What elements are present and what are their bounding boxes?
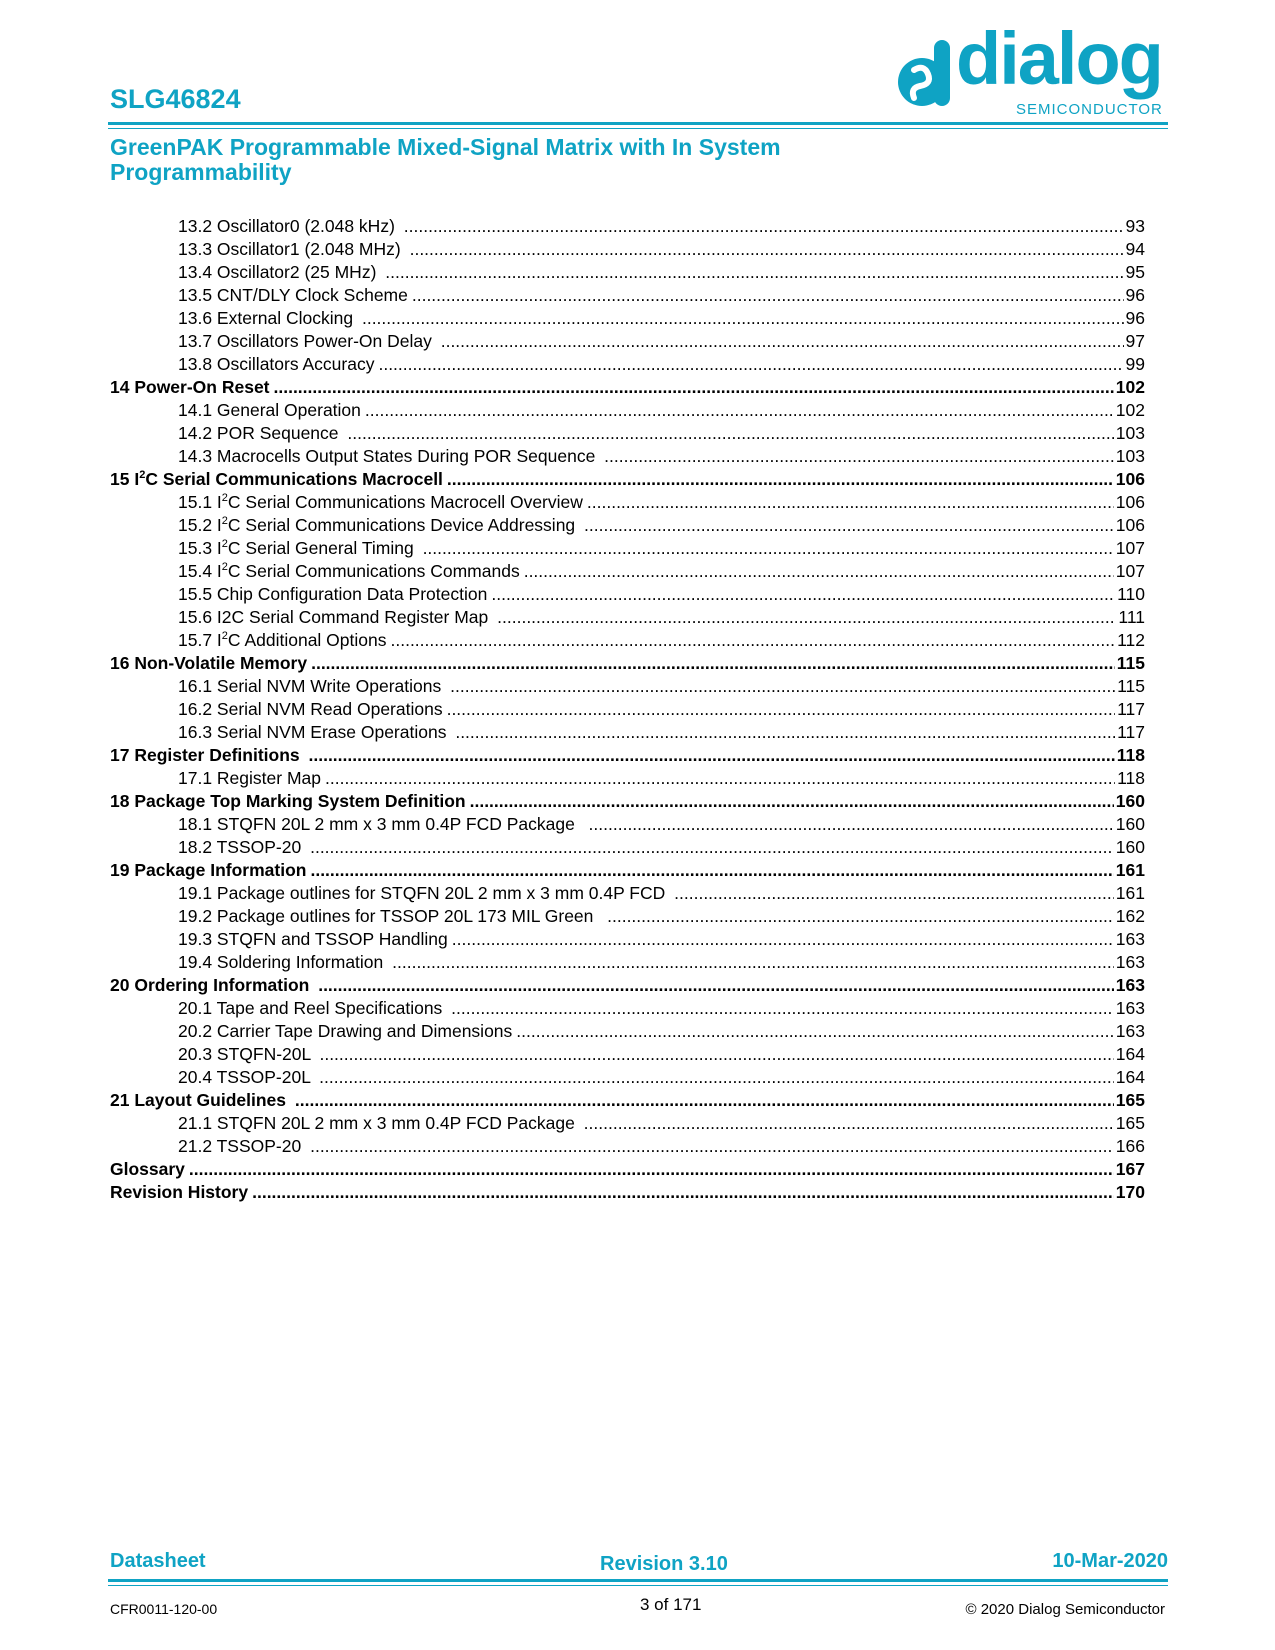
- toc-entry-page: 112: [1117, 630, 1145, 650]
- toc-entry-title: [178, 721, 451, 744]
- toc-entry-title-text: 21 Layout Guidelines: [110, 1090, 291, 1110]
- toc-dot-leader: [423, 537, 1114, 560]
- toc-entry-title: [178, 928, 448, 951]
- header-rule-thick: [108, 122, 1168, 125]
- toc-entry[interactable]: [110, 744, 1145, 767]
- toc-entry-page: 166: [1115, 1136, 1145, 1156]
- footer-revision: Revision 3.10: [600, 1553, 728, 1575]
- toc-entry-page: 118: [1117, 768, 1145, 788]
- toc-entry[interactable]: [110, 537, 1145, 560]
- toc-entry[interactable]: [110, 1135, 1145, 1158]
- toc-dot-leader: [450, 675, 1115, 698]
- toc-entry-title: [178, 629, 387, 652]
- toc-entry-title-text: 14.2 POR Sequence: [178, 423, 344, 443]
- toc-entry-title: [110, 1158, 185, 1181]
- toc-entry-title-text: 16 Non-Volatile Memory: [110, 653, 308, 673]
- toc-dot-leader: [295, 1089, 1114, 1112]
- toc-entry[interactable]: [110, 836, 1145, 859]
- toc-entry-page: 97: [1125, 331, 1145, 351]
- toc-entry-page: 94: [1125, 239, 1145, 259]
- toc-entry-page: 103: [1115, 423, 1145, 443]
- toc-dot-leader: [392, 951, 1114, 974]
- dialog-logo-wordmark: dialog: [956, 17, 1162, 100]
- toc-entry[interactable]: [110, 1158, 1145, 1181]
- table-of-contents: [110, 215, 1145, 1204]
- toc-entry-title: [178, 905, 603, 928]
- toc-entry-title: [178, 330, 437, 353]
- toc-dot-leader: [604, 445, 1114, 468]
- toc-entry[interactable]: [110, 859, 1145, 882]
- toc-entry-title-text: C Serial Communications Commands: [227, 561, 520, 581]
- toc-entry[interactable]: [110, 928, 1145, 951]
- toc-dot-leader: [252, 1181, 1114, 1204]
- toc-entry-title-text: 19.3 STQFN and TSSOP Handling: [178, 929, 448, 949]
- toc-dot-leader: [584, 1112, 1114, 1135]
- toc-entry-superscript: 2: [221, 630, 228, 643]
- toc-entry-page: 160: [1115, 814, 1145, 834]
- toc-entry-title: [110, 652, 307, 675]
- toc-entry-title-text: 13.4 Oscillator2 (25 MHz): [178, 262, 382, 282]
- dialog-logo: [896, 17, 1176, 122]
- part-number: SLG46824: [110, 84, 241, 114]
- toc-entry[interactable]: [110, 767, 1145, 790]
- toc-entry-page: 163: [1115, 929, 1145, 949]
- toc-dot-leader: [378, 353, 1123, 376]
- toc-entry-title-text: 19 Package Information: [110, 860, 307, 880]
- toc-entry-page: 96: [1125, 308, 1145, 328]
- toc-entry-page: 106: [1115, 492, 1145, 512]
- toc-dot-leader: [452, 928, 1114, 951]
- toc-entry-page: 115: [1117, 676, 1145, 696]
- toc-entry[interactable]: [110, 422, 1145, 445]
- toc-entry-title: [178, 583, 487, 606]
- toc-entry-title: [178, 767, 321, 790]
- toc-entry-page: 161: [1115, 860, 1145, 880]
- toc-entry[interactable]: [110, 307, 1145, 330]
- toc-entry-title-text: 15.7 I: [178, 630, 222, 650]
- toc-entry[interactable]: [110, 353, 1145, 376]
- toc-entry-title-text: 15.1 I: [178, 492, 222, 512]
- toc-entry-page: 107: [1115, 561, 1145, 581]
- toc-entry-title: [178, 560, 520, 583]
- toc-entry-title: [178, 675, 446, 698]
- toc-entry[interactable]: [110, 905, 1145, 928]
- toc-entry-title: [110, 859, 306, 882]
- toc-entry[interactable]: [110, 652, 1145, 675]
- toc-entry-page: 106: [1115, 515, 1145, 535]
- toc-entry-title: [178, 491, 583, 514]
- toc-dot-leader: [410, 238, 1124, 261]
- toc-entry-title: [178, 514, 580, 537]
- toc-entry-title-text: 20 Ordering Information: [110, 975, 315, 995]
- toc-dot-leader: [309, 744, 1115, 767]
- toc-entry[interactable]: [110, 1112, 1145, 1135]
- toc-dot-leader: [310, 1135, 1114, 1158]
- toc-entry-page: 110: [1117, 584, 1145, 604]
- toc-entry-superscript: 2: [221, 538, 228, 551]
- footer-rule-thin: [108, 1585, 1168, 1586]
- toc-entry-page: 163: [1115, 952, 1145, 972]
- toc-entry-title-text: 18.1 STQFN 20L 2 mm x 3 mm 0.4P FCD Package: [178, 814, 585, 834]
- toc-entry[interactable]: [110, 330, 1145, 353]
- toc-entry-title: [178, 1020, 512, 1043]
- toc-entry-title: [178, 698, 443, 721]
- toc-dot-leader: [587, 491, 1114, 514]
- toc-entry-title-text: 21.2 TSSOP-20: [178, 1136, 307, 1156]
- toc-entry-page: 95: [1125, 262, 1145, 282]
- toc-entry-page: 160: [1115, 837, 1145, 857]
- toc-entry-page: 163: [1115, 975, 1145, 995]
- toc-entry-title-text: C Serial Communications Macrocell: [145, 469, 443, 489]
- toc-entry-title-text: 16.1 Serial NVM Write Operations: [178, 676, 447, 696]
- toc-entry-title: [178, 951, 388, 974]
- toc-entry-page: 117: [1117, 699, 1145, 719]
- toc-entry-title: [178, 238, 406, 261]
- footer-rule-thick: [108, 1579, 1168, 1582]
- toc-entry-page: 102: [1115, 377, 1145, 397]
- toc-entry-title-text: 20.2 Carrier Tape Drawing and Dimensions: [178, 1021, 513, 1041]
- toc-entry-title-text: 14.1 General Operation: [178, 400, 361, 420]
- toc-entry-title: [178, 813, 585, 836]
- toc-entry[interactable]: [110, 606, 1145, 629]
- toc-entry-title: [178, 997, 447, 1020]
- toc-dot-leader: [362, 307, 1124, 330]
- toc-entry[interactable]: [110, 491, 1145, 514]
- toc-entry-title-text: 15.6 I2C Serial Command Register Map: [178, 607, 494, 627]
- toc-dot-leader: [385, 261, 1123, 284]
- toc-entry-title: [178, 399, 361, 422]
- toc-entry-page: 162: [1115, 906, 1145, 926]
- toc-entry[interactable]: [110, 583, 1145, 606]
- toc-entry-title: [178, 537, 419, 560]
- toc-entry-title: [178, 445, 600, 468]
- toc-dot-leader: [584, 514, 1114, 537]
- toc-dot-leader: [470, 790, 1114, 813]
- toc-dot-leader: [441, 330, 1124, 353]
- footer-date: 10-Mar-2020: [1052, 1550, 1168, 1572]
- toc-entry-title: [178, 307, 358, 330]
- toc-entry-superscript: 2: [221, 515, 228, 528]
- toc-dot-leader: [319, 1043, 1113, 1066]
- toc-dot-leader: [310, 836, 1114, 859]
- toc-entry[interactable]: [110, 445, 1145, 468]
- toc-entry-title: [178, 284, 408, 307]
- toc-entry-page: 107: [1115, 538, 1145, 558]
- toc-entry-title: [178, 882, 670, 905]
- footer-page-number: 3 of 171: [640, 1595, 702, 1614]
- document-subtitle-line1: GreenPAK Programmable Mixed-Signal Matrix with In System: [110, 134, 781, 160]
- toc-dot-leader: [404, 215, 1124, 238]
- toc-entry-title-text: C Serial Communications Macrocell Overview: [227, 492, 583, 512]
- toc-entry-title: [178, 422, 343, 445]
- toc-dot-leader: [274, 376, 1114, 399]
- toc-entry-superscript: 2: [221, 492, 228, 505]
- toc-entry[interactable]: [110, 514, 1145, 537]
- toc-entry-title: [110, 1181, 248, 1204]
- toc-entry[interactable]: [110, 997, 1145, 1020]
- toc-entry-title-text: 15.2 I: [178, 515, 222, 535]
- footer-doc-type: Datasheet: [110, 1550, 206, 1572]
- toc-entry-title-text: 13.8 Oscillators Accuracy: [178, 354, 375, 374]
- toc-entry-page: 111: [1118, 607, 1145, 627]
- toc-entry[interactable]: [110, 675, 1145, 698]
- toc-entry-title-text: 13.3 Oscillator1 (2.048 MHz): [178, 239, 406, 259]
- toc-entry[interactable]: [110, 721, 1145, 744]
- toc-entry[interactable]: [110, 1181, 1145, 1204]
- toc-entry-title: [178, 606, 493, 629]
- toc-entry-title-text: C Additional Options: [227, 630, 387, 650]
- toc-entry-superscript: 2: [139, 469, 146, 482]
- toc-entry-title: [110, 468, 443, 491]
- toc-entry-superscript: 2: [221, 561, 228, 574]
- toc-entry-page: 118: [1116, 745, 1145, 765]
- toc-entry-page: 167: [1115, 1159, 1145, 1179]
- toc-entry-title: [178, 1135, 306, 1158]
- toc-entry-title-text: 13.7 Oscillators Power-On Delay: [178, 331, 437, 351]
- toc-entry[interactable]: [110, 468, 1145, 491]
- toc-entry-title-text: 21.1 STQFN 20L 2 mm x 3 mm 0.4P FCD Package: [178, 1113, 580, 1133]
- toc-dot-leader: [311, 652, 1115, 675]
- toc-entry-page: 165: [1115, 1113, 1145, 1133]
- toc-entry[interactable]: [110, 376, 1145, 399]
- toc-entry-title-text: 16.2 Serial NVM Read Operations: [178, 699, 443, 719]
- toc-entry-title: [178, 215, 400, 238]
- toc-entry-title-text: 14.3 Macrocells Output States During POR Sequence: [178, 446, 601, 466]
- toc-entry[interactable]: [110, 238, 1145, 261]
- toc-entry[interactable]: [110, 790, 1145, 813]
- header-rule-thin: [108, 128, 1168, 129]
- toc-entry-page: 160: [1115, 791, 1145, 811]
- toc-dot-leader: [589, 813, 1114, 836]
- toc-entry-title-text: 20.3 STQFN-20L: [178, 1044, 316, 1064]
- toc-dot-leader: [516, 1020, 1114, 1043]
- toc-entry-title-text: 13.2 Oscillator0 (2.048 kHz): [178, 216, 400, 236]
- toc-dot-leader: [325, 767, 1115, 790]
- toc-entry-page: 106: [1115, 469, 1145, 489]
- toc-entry-title-text: Revision History: [110, 1182, 249, 1202]
- toc-dot-leader: [318, 974, 1114, 997]
- toc-dot-leader: [524, 560, 1114, 583]
- toc-entry[interactable]: [110, 698, 1145, 721]
- toc-entry[interactable]: [110, 560, 1145, 583]
- toc-entry[interactable]: [110, 951, 1145, 974]
- toc-entry-title: [110, 790, 466, 813]
- toc-dot-leader: [447, 698, 1116, 721]
- toc-entry-page: 102: [1115, 400, 1145, 420]
- toc-entry-title-text: 18 Package Top Marking System Definition: [110, 791, 466, 811]
- toc-entry-title-text: 15.5 Chip Configuration Data Protection: [178, 584, 488, 604]
- toc-entry-page: 99: [1125, 354, 1145, 374]
- toc-entry-title-text: 17.1 Register Map: [178, 768, 321, 788]
- toc-dot-leader: [319, 1066, 1114, 1089]
- toc-entry-page: 93: [1125, 216, 1145, 236]
- toc-entry-title-text: 15 I: [110, 469, 140, 489]
- toc-entry-page: 170: [1115, 1182, 1145, 1202]
- toc-entry[interactable]: [110, 261, 1145, 284]
- toc-entry-title: [110, 376, 270, 399]
- toc-dot-leader: [607, 905, 1114, 928]
- toc-entry-title: [110, 974, 314, 997]
- toc-entry[interactable]: [110, 629, 1145, 652]
- toc-dot-leader: [447, 468, 1114, 491]
- toc-entry-title-text: C Serial General Timing: [227, 538, 419, 558]
- toc-entry-title-text: 15.3 I: [178, 538, 222, 558]
- toc-entry-page: 96: [1125, 285, 1145, 305]
- toc-entry-title-text: 19.1 Package outlines for STQFN 20L 2 mm x 3 mm 0.4P FCD: [178, 883, 671, 903]
- toc-entry-page: 163: [1115, 1021, 1145, 1041]
- toc-entry-title-text: C Serial Communications Device Addressing: [227, 515, 581, 535]
- toc-entry-title: [178, 1066, 315, 1089]
- toc-entry-title-text: 14 Power-On Reset: [110, 377, 270, 397]
- toc-entry-page: 165: [1115, 1090, 1145, 1110]
- toc-entry-title-text: 17 Register Definitions: [110, 745, 305, 765]
- toc-entry-title-text: 13.6 External Clocking: [178, 308, 358, 328]
- toc-entry[interactable]: [110, 399, 1145, 422]
- toc-entry-page: 163: [1115, 998, 1145, 1018]
- toc-entry[interactable]: [110, 813, 1145, 836]
- toc-dot-leader: [674, 882, 1114, 905]
- toc-entry[interactable]: [110, 1089, 1145, 1112]
- toc-entry[interactable]: [110, 215, 1145, 238]
- toc-dot-leader: [491, 583, 1115, 606]
- toc-entry-page: 103: [1115, 446, 1145, 466]
- toc-entry-title: [178, 1043, 315, 1066]
- toc-entry-title-text: 16.3 Serial NVM Erase Operations: [178, 722, 452, 742]
- toc-entry[interactable]: [110, 1066, 1145, 1089]
- toc-dot-leader: [412, 284, 1124, 307]
- toc-entry-page: 164: [1115, 1067, 1145, 1087]
- toc-dot-leader: [451, 997, 1114, 1020]
- toc-entry[interactable]: [110, 974, 1145, 997]
- toc-dot-leader: [310, 859, 1113, 882]
- toc-dot-leader: [497, 606, 1116, 629]
- toc-entry-title-text: 19.4 Soldering Information: [178, 952, 389, 972]
- toc-entry-title: [178, 836, 306, 859]
- toc-entry-title-text: 19.2 Package outlines for TSSOP 20L 173 MIL Green: [178, 906, 604, 926]
- toc-entry-title: [178, 261, 381, 284]
- toc-entry-title: [110, 744, 305, 767]
- toc-entry-title: [110, 1089, 291, 1112]
- toc-entry[interactable]: [110, 284, 1145, 307]
- toc-entry-page: 117: [1117, 722, 1145, 742]
- toc-entry[interactable]: [110, 1020, 1145, 1043]
- toc-entry-page: 115: [1116, 653, 1145, 673]
- toc-entry-page: 164: [1115, 1044, 1145, 1064]
- toc-entry-title-text: 18.2 TSSOP-20: [178, 837, 307, 857]
- toc-entry-title: [178, 1112, 580, 1135]
- toc-entry-title-text: 13.5 CNT/DLY Clock Scheme: [178, 285, 408, 305]
- footer-form-code: CFR0011-120-00: [110, 1601, 218, 1617]
- document-subtitle-line2: Programmability: [110, 159, 292, 185]
- toc-entry-page: 161: [1115, 883, 1145, 903]
- dialog-logo-mark-icon: [896, 40, 956, 120]
- toc-dot-leader: [391, 629, 1116, 652]
- toc-entry-title-text: 20.4 TSSOP-20L: [178, 1067, 316, 1087]
- toc-entry-title-text: Glossary: [110, 1159, 185, 1179]
- toc-dot-leader: [189, 1158, 1114, 1181]
- toc-entry[interactable]: [110, 1043, 1145, 1066]
- toc-dot-leader: [455, 721, 1115, 744]
- dialog-logo-semiconductor: SEMICONDUCTOR: [1016, 101, 1163, 118]
- toc-entry-title: [178, 353, 374, 376]
- footer-copyright: © 2020 Dialog Semiconductor: [965, 1601, 1165, 1618]
- toc-entry-title-text: 15.4 I: [178, 561, 222, 581]
- toc-entry-title-text: 20.1 Tape and Reel Specifications: [178, 998, 448, 1018]
- toc-entry[interactable]: [110, 882, 1145, 905]
- toc-dot-leader: [347, 422, 1113, 445]
- toc-dot-leader: [365, 399, 1114, 422]
